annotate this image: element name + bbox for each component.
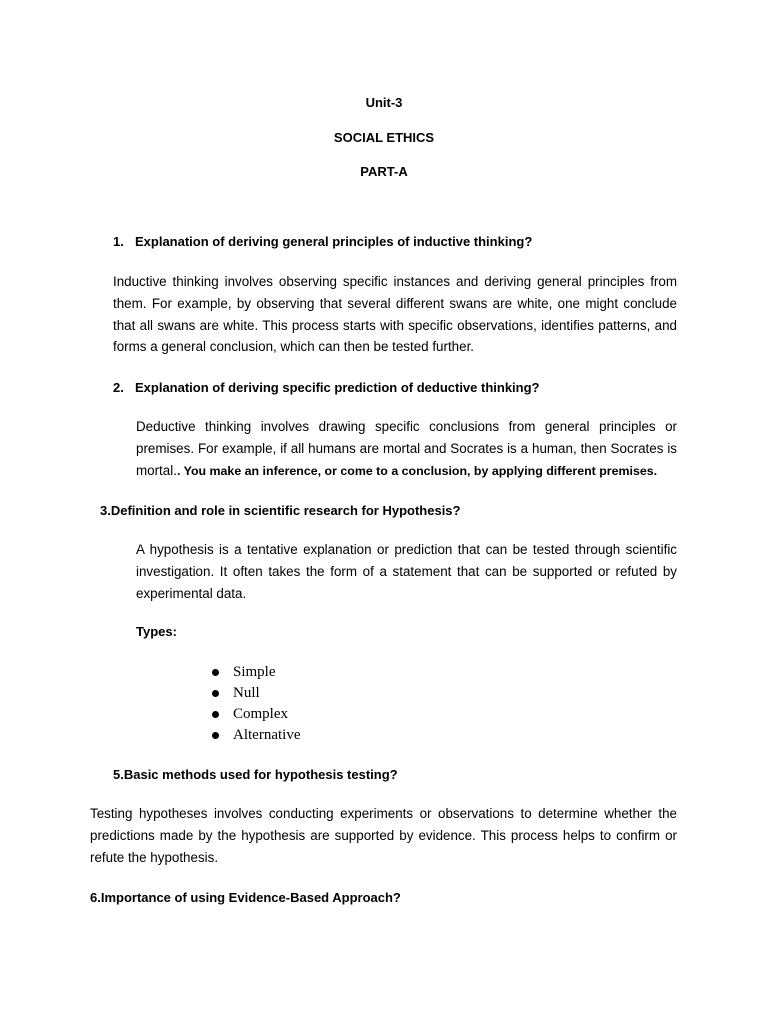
list-item: Alternative bbox=[210, 725, 300, 746]
list-item: Simple bbox=[210, 662, 300, 683]
question-2-answer-text: Deductive thinking involves drawing specific conclusions from general principles or premises. For example, if all humans are mortal and Socrates is a human, then Socrates is mortal. bbox=[136, 419, 677, 478]
list-item: Null bbox=[210, 683, 300, 704]
unit-heading: Unit-3 bbox=[365, 95, 403, 110]
types-list bbox=[210, 662, 300, 746]
subject-heading: SOCIAL ETHICS bbox=[333, 130, 435, 145]
bullet-icon bbox=[212, 732, 219, 739]
bullet-icon bbox=[212, 690, 219, 697]
question-2-number: 2. bbox=[113, 380, 124, 395]
question-3-heading: 3.Definition and role in scientific research for Hypothesis? bbox=[100, 503, 461, 518]
question-1-heading bbox=[113, 234, 532, 249]
question-1-title: Explanation of deriving general principles of inductive thinking? bbox=[135, 234, 533, 249]
question-5-heading: 5.Basic methods used for hypothesis testing? bbox=[113, 767, 398, 782]
types-label: Types: bbox=[136, 624, 177, 639]
question-6-heading: 6.Importance of using Evidence-Based Approach? bbox=[90, 890, 401, 905]
question-1-answer: Inductive thinking involves observing specific instances and deriving general principles from them. For example, by observing that several different swans are white, one might conclude that all swans are white. This process starts with specific observations, identifies patterns, and forms a general conclusion, which can then be tested further. bbox=[113, 274, 677, 355]
question-2-answer-bold: . You make an inference, or come to a conclusion, by applying different premises. bbox=[176, 463, 658, 478]
question-2-title: Explanation of deriving specific prediction of deductive thinking? bbox=[135, 380, 540, 395]
question-1-number: 1. bbox=[113, 234, 124, 249]
question-2-answer bbox=[136, 416, 677, 482]
question-3-answer: A hypothesis is a tentative explanation or prediction that can be tested through scientific investigation. It often takes the form of a statement that can be supported or refuted by experimental data. bbox=[136, 542, 677, 601]
list-item: Complex bbox=[210, 704, 300, 725]
question-2-heading bbox=[113, 380, 540, 395]
part-heading: PART-A bbox=[360, 164, 408, 179]
bullet-icon bbox=[212, 711, 219, 718]
question-5-answer: Testing hypotheses involves conducting experiments or observations to determine whether the predictions made by the hypothesis are supported by evidence. This process helps to confirm or refute the hypothesis. bbox=[90, 806, 677, 865]
bullet-icon bbox=[212, 669, 219, 676]
